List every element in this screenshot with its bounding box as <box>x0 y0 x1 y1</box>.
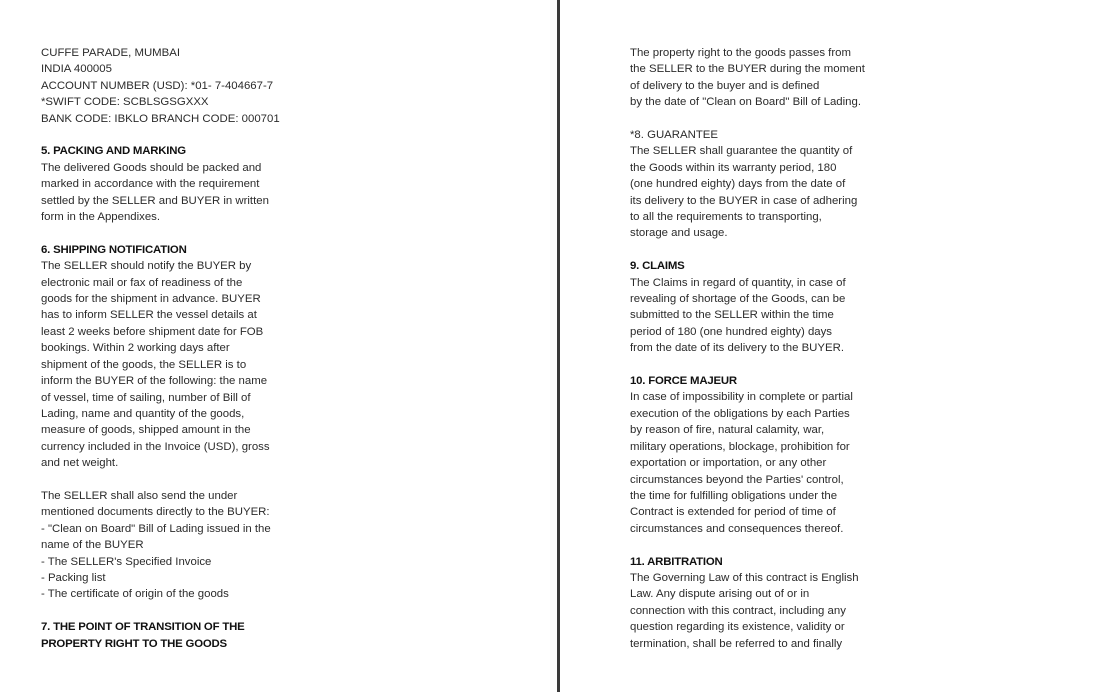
body-line: the time for fulfilling obligations under the <box>630 489 838 502</box>
body-line: its delivery to the BUYER in case of adhering <box>630 194 858 207</box>
documents-list-item: - The certificate of origin of the goods <box>41 588 229 601</box>
body-line: from the date of its delivery to the BUYER. <box>630 342 844 355</box>
body-line: period of 180 (one hundred eighty) days <box>630 325 833 338</box>
section-heading-packing: 5. PACKING AND MARKING <box>41 145 186 158</box>
body-line: question regarding its existence, validity or <box>630 621 845 634</box>
body-line: The SELLER shall guarantee the quantity of <box>630 145 853 158</box>
body-line: least 2 weeks before shipment date for FOB <box>41 325 264 338</box>
paragraph-gap <box>630 111 890 127</box>
documents-list-item: - The SELLER's Specified Invoice <box>41 555 212 568</box>
address-line: CUFFE PARADE, MUMBAI <box>41 47 181 59</box>
body-line: exportation or importation, or any other <box>630 457 827 470</box>
body-line: goods for the shipment in advance. BUYER <box>41 293 261 306</box>
body-line: and net weight. <box>41 457 119 470</box>
body-line: (one hundred eighty) days from the date of <box>630 178 846 191</box>
body-line: to all the requirements to transporting, <box>630 211 822 224</box>
right-page <box>561 0 1105 692</box>
section-heading-transition: 7. THE POINT OF TRANSITION OF THE <box>41 621 245 634</box>
section-heading-shipping: 6. SHIPPING NOTIFICATION <box>41 243 187 256</box>
paragraph-gap <box>630 242 890 258</box>
body-line: The SELLER should notify the BUYER by <box>41 260 252 273</box>
bank-code-line: BANK CODE: IBKLO BRANCH CODE: 000701 <box>41 112 280 125</box>
body-line: the SELLER to the BUYER during the moment <box>630 63 865 76</box>
address-line: INDIA 400005 <box>41 63 112 76</box>
body-line: inform the BUYER of the following: the name <box>41 375 268 388</box>
section-heading-arbitration: 11. ARBITRATION <box>630 555 723 568</box>
body-line: submitted to the SELLER within the time <box>630 309 834 322</box>
body-line: execution of the obligations by each Parties <box>630 407 850 420</box>
documents-list-item: - "Clean on Board" Bill of Lading issued in the <box>41 522 271 535</box>
section-heading-guarantee: *8. GUARANTEE <box>630 129 718 142</box>
paragraph-gap <box>41 472 299 488</box>
body-line: military operations, blockage, prohibition for <box>630 440 850 453</box>
body-line: by reason of fire, natural calamity, war, <box>630 424 825 437</box>
body-line: of delivery to the buyer and is defined <box>630 79 820 92</box>
page-divider <box>557 0 560 692</box>
body-line: the Goods within its warranty period, 180 <box>630 161 837 174</box>
body-line: of vessel, time of sailing, number of Bill of <box>41 391 251 404</box>
swift-code-line: *SWIFT CODE: SCBLSGSGXXX <box>41 96 209 109</box>
documents-list-item: - Packing list <box>41 571 106 584</box>
body-line: electronic mail or fax of readiness of the <box>41 276 243 289</box>
body-line: Contract is extended for period of time of <box>630 506 836 519</box>
body-line: marked in accordance with the requirement <box>41 178 260 191</box>
body-line: Lading, name and quantity of the goods, <box>41 407 245 420</box>
body-line: form in the Appendixes. <box>41 211 161 224</box>
right-column <box>630 45 890 652</box>
body-line: The delivered Goods should be packed and <box>41 161 262 174</box>
documents-line: The SELLER shall also send the under <box>41 489 238 502</box>
paragraph-gap <box>41 127 299 143</box>
body-line: connection with this contract, including any <box>630 604 846 617</box>
body-line: has to inform SELLER the vessel details at <box>41 309 257 322</box>
body-line: bookings. Within 2 working days after <box>41 342 230 355</box>
body-line: Law. Any dispute arising out of or in <box>630 588 810 601</box>
body-line: shipment of the goods, the SELLER is to <box>41 358 247 371</box>
documents-line: mentioned documents directly to the BUYER: <box>41 506 270 519</box>
body-line: currency included in the Invoice (USD), gross <box>41 440 270 453</box>
documents-list-item: name of the BUYER <box>41 539 144 552</box>
section-heading-transition: PROPERTY RIGHT TO THE GOODS <box>41 637 227 650</box>
body-line: In case of impossibility in complete or partial <box>630 391 853 404</box>
body-line: termination, shall be referred to and finally <box>630 637 843 650</box>
body-line: storage and usage. <box>630 227 728 240</box>
body-line: revealing of shortage of the Goods, can be <box>630 293 846 306</box>
body-line: The Governing Law of this contract is English <box>630 571 859 584</box>
account-number-line: ACCOUNT NUMBER (USD): *01- 7-404667-7 <box>41 79 274 92</box>
paragraph-gap <box>630 357 890 373</box>
left-column <box>41 45 299 652</box>
body-line: by the date of "Clean on Board" Bill of Lading. <box>630 96 861 109</box>
body-line: circumstances and consequences thereof. <box>630 522 844 535</box>
section-heading-force-majeur: 10. FORCE MAJEUR <box>630 375 737 388</box>
paragraph-gap <box>41 225 299 241</box>
body-line: The property right to the goods passes from <box>630 47 851 59</box>
paragraph-gap <box>41 603 299 619</box>
body-line: measure of goods, shipped amount in the <box>41 424 251 437</box>
body-line: circumstances beyond the Parties' control, <box>630 473 844 486</box>
body-line: settled by the SELLER and BUYER in written <box>41 194 269 207</box>
paragraph-gap <box>630 537 890 553</box>
body-line: The Claims in regard of quantity, in case of <box>630 276 846 289</box>
section-heading-claims: 9. CLAIMS <box>630 260 685 273</box>
